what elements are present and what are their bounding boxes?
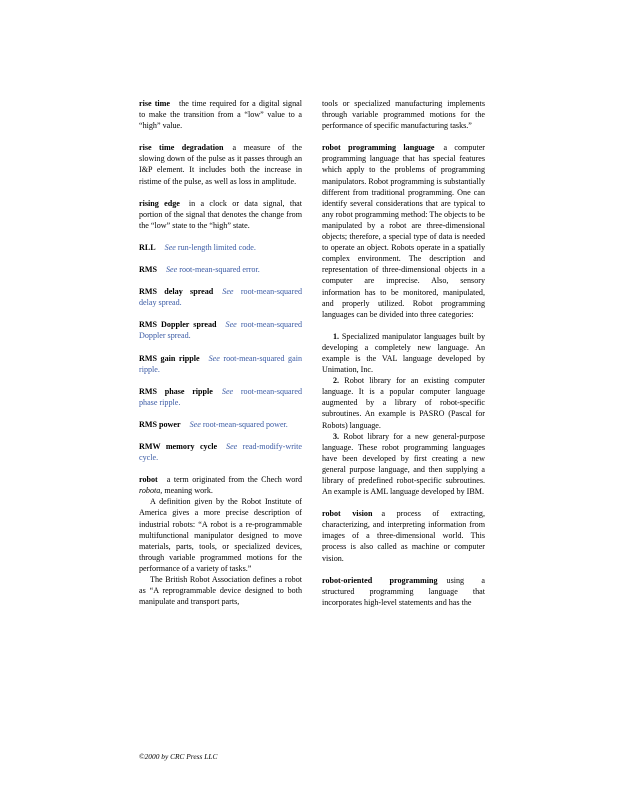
glossary-entry [139, 98, 302, 131]
entry-term: RMS delay spread [139, 287, 214, 297]
continued-paragraph: tools or specialized manufacturing implements through variable programmed motions for the performance of specific manufacturing tasks.” [322, 99, 485, 131]
list-item-text: Specialized manipulator languages built by developing a completely new language. An example is the VAL language developed by Unimation, Inc. [322, 331, 485, 375]
robot-entry-block [139, 474, 302, 607]
left-column [139, 98, 302, 618]
see-label: See [225, 320, 237, 330]
glossary-entry [139, 419, 302, 430]
glossary-entry [322, 575, 485, 608]
see-label: See [208, 353, 220, 363]
entry-definition-italic: robota, [139, 486, 163, 496]
cross-reference-link[interactable]: run-length limited code. [177, 242, 256, 252]
glossary-entry [139, 264, 302, 275]
entry-term: robot vision [322, 509, 373, 519]
entry-definition: a process of extracting, characterizing, and interpreting information from images of a three-dimensional world. This process is also called as machine or computer vision. [322, 509, 485, 563]
entry-term: robot [139, 475, 158, 485]
right-column [322, 98, 485, 618]
list-item-text: Robot library for a new general-purpose language. These robot programming languages have been developed by first creating a new general purpose language, and then supplying a library of predefined robot-specific subroutines. An example is AML language developed by IBM. [322, 431, 485, 497]
entry-definition: a measure of the slowing down of the pulse as it passes through an I&P element. It includes both the increase in ristime of the pulse, as well as loss in amplitude. [139, 143, 302, 186]
see-label: See [164, 242, 176, 252]
glossary-entry [322, 508, 485, 563]
cross-reference-link[interactable]: read-modify-write cycle. [139, 441, 302, 463]
entry-definition: in a clock or data signal, that portion of the signal that denotes the change from the “low” state to the “high” state. [139, 198, 302, 230]
see-label: See [226, 441, 238, 451]
glossary-entry [322, 142, 485, 320]
see-label: See [222, 287, 234, 297]
entry-term: RMS [139, 265, 157, 275]
list-item-number: 2. [333, 376, 340, 386]
entry-term: rising edge [139, 198, 180, 208]
glossary-entry [139, 386, 302, 408]
cross-reference-link[interactable]: root-mean-squared error. [179, 265, 260, 275]
list-item-number: 3. [333, 431, 340, 441]
glossary-entry [139, 353, 302, 375]
entry-term: RMW memory cycle [139, 441, 218, 451]
cross-reference-link[interactable]: root-mean-squared phase ripple. [139, 386, 302, 407]
see-label: See [166, 265, 178, 275]
entry-definition-pre: a term originated from the Chech word [166, 475, 302, 485]
cross-reference-link[interactable]: root-mean-squared gain ripple. [139, 353, 302, 374]
entry-term: RMS Doppler spread [139, 320, 217, 330]
two-column-body [139, 98, 485, 618]
entry-term: rise time [139, 99, 170, 108]
glossary-entry [139, 474, 302, 496]
see-label: See [189, 419, 201, 429]
glossary-entry [139, 286, 302, 308]
glossary-entry [139, 198, 302, 231]
entry-definition: using a structured programming language that incorporates high-level statements and has the [322, 575, 485, 607]
entry-definition: the time required for a digital signal to make the transition from a “low” value to a “high” value. [139, 99, 302, 131]
numbered-list-item [322, 431, 485, 498]
glossary-entry [139, 142, 302, 186]
entry-term: robot-oriented programming [322, 575, 438, 585]
glossary-entry [139, 441, 302, 463]
list-item-number: 1. [333, 331, 340, 341]
cross-reference-link[interactable]: root-mean-squared delay spread. [139, 287, 302, 308]
page-footer-copyright: ©2000 by CRC Press LLC [139, 752, 218, 761]
entry-term: RLL [139, 242, 156, 252]
entry-term: RMS gain ripple [139, 353, 200, 363]
glossary-entry [139, 319, 302, 341]
numbered-list-item [322, 331, 485, 375]
cross-reference-link[interactable]: root-mean-squared Doppler spread. [139, 320, 302, 341]
entry-definition: a computer programming language that has special features which apply to the problems of programming manipulators. Robot programming is substantially different from traditional programming. One can identify several considerations that are typical to any robot programming method: The objects to be manipulated by a robot are three-dimensional objects; therefore, a special type of data is needed to operate an object. Robots operate in a spatially complex environment. The description and representation of three-dimensional objects in a computer are imprecise. Also, sensory information has to be monitored, manipulated, and properly utilized. Robot programming languages can be divided into three categories: [322, 143, 485, 319]
entry-definition-post: meaning work. [162, 486, 213, 496]
entry-term: RMS phase ripple [139, 386, 213, 396]
entry-term: RMS power [139, 419, 181, 429]
body-paragraph: A definition given by the Robot Institute of America gives a more precise description of industrial robots: “A robot is a re-programmable multifunctional manipulator designed to move materials, parts, tools, or specialized devices, through variable programmed motions for the performance of a variety of tasks.” [139, 497, 302, 573]
entry-term: rise time degradation [139, 143, 224, 153]
cross-reference-link[interactable]: root-mean-squared power. [202, 419, 288, 429]
numbered-list-item [322, 375, 485, 430]
see-label: See [221, 386, 234, 396]
glossary-entry [139, 242, 302, 253]
entry-term: robot programming language [322, 143, 435, 153]
body-paragraph: The British Robot Association defines a robot as “A reprogrammable device designed to both manipulate and transport parts, [139, 575, 302, 607]
list-item-text: Robot library for an existing computer language. It is a popular computer language augmented by a library of robot-specific subroutines. An example is PASRO (Pascal for Robots) language. [322, 376, 485, 430]
